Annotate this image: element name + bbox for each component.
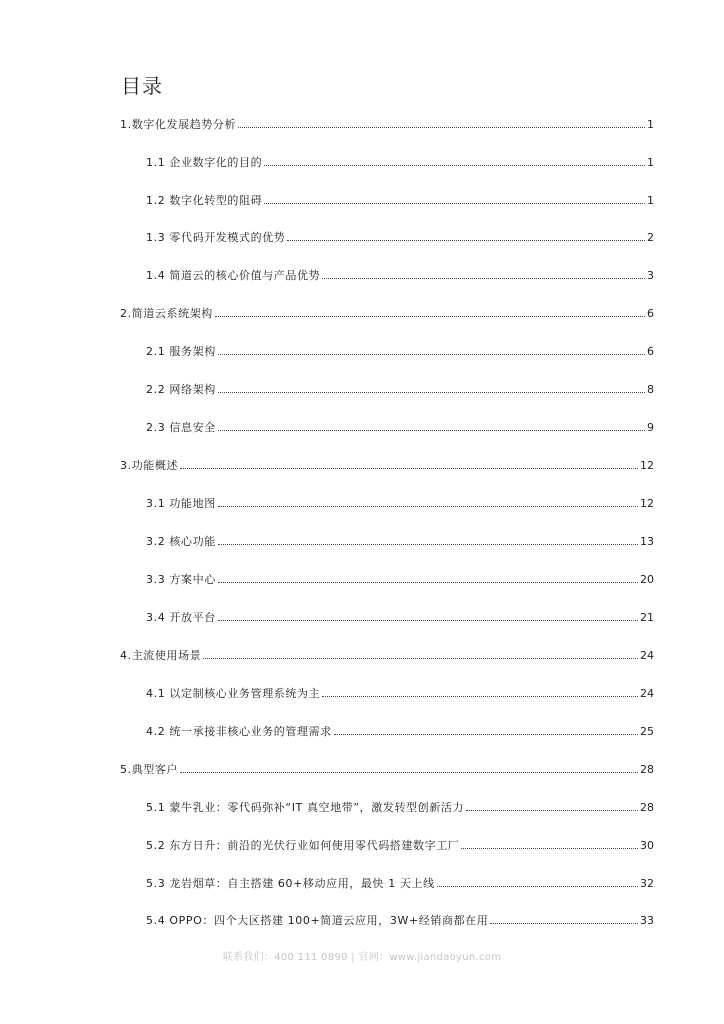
toc-subentry[interactable] [146,194,654,208]
toc-entry-label: 2.1 服务架构 [146,345,216,358]
toc-entry-label: 5.1 蒙牛乳业：零代码弥补“IT 真空地带”，激发转型创新活力 [146,801,465,814]
toc-entry-label: 1.4 简道云的核心价值与产品优势 [146,269,321,282]
toc-entry-label: 3.4 开放平台 [146,611,216,624]
toc-entry-label: 1.3 零代码开发模式的优势 [146,231,286,244]
toc-dot-leader [218,353,645,355]
toc-entry-label: 5.典型客户 [120,763,179,776]
toc-entry-label: 2.3 信息安全 [146,421,216,434]
toc-entry[interactable] [120,763,654,777]
toc-page-number: 30 [640,839,654,852]
toc-subentry[interactable] [146,383,654,397]
toc-page-number: 12 [640,459,654,472]
toc-subentry[interactable] [146,611,654,625]
toc-entry-label: 2.简道云系统架构 [120,307,213,320]
toc-page-number: 2 [647,231,654,244]
toc-page-number: 25 [640,725,654,738]
toc-dot-leader [218,543,638,545]
toc-dot-leader [215,315,645,317]
toc-page-number: 6 [647,307,654,320]
toc-entry[interactable] [120,307,654,321]
toc-dot-leader [334,733,638,735]
toc-dot-leader [218,429,645,431]
toc-entry-label: 5.2 东方日升：前沿的光伏行业如何使用零代码搭建数字工厂 [146,839,460,852]
toc-entry-label: 3.2 核心功能 [146,535,216,548]
toc-entry[interactable] [120,649,654,663]
toc-dot-leader [180,467,638,469]
toc-page-number: 1 [647,194,654,207]
toc-page-number: 28 [640,801,654,814]
toc-subentry[interactable] [146,497,654,511]
toc-dot-leader [466,809,638,811]
toc-dot-leader [287,239,645,241]
toc-entry-label: 1.1 企业数字化的目的 [146,156,263,169]
toc-page-number: 9 [647,421,654,434]
toc-entry[interactable] [120,118,654,132]
toc-dot-leader [322,695,638,697]
toc-subentry[interactable] [146,725,654,739]
toc-subentry[interactable] [146,914,654,928]
toc-subentry[interactable] [146,573,654,587]
toc-dot-leader [437,885,638,887]
toc-dot-leader [461,847,638,849]
toc-entry-label: 3.功能概述 [120,459,179,472]
toc-entry-label: 3.3 方案中心 [146,573,216,586]
toc-entry[interactable] [120,459,654,473]
toc-subentry[interactable] [146,269,654,283]
toc-page-number: 1 [647,156,654,169]
toc-subentry[interactable] [146,877,654,891]
toc-subentry[interactable] [146,839,654,853]
toc-subentry[interactable] [146,535,654,549]
toc-entry-label: 2.2 网络架构 [146,383,216,396]
toc-dot-leader [238,126,645,128]
toc-page-number: 24 [640,687,654,700]
toc-dot-leader [218,619,638,621]
toc-page-number: 28 [640,763,654,776]
toc-dot-leader [264,164,645,166]
toc-entry-label: 4.1 以定制核心业务管理系统为主 [146,687,321,700]
footer-watermark: 联系我们：400 111 0890 | 官网：www.jiandaoyun.com [222,952,502,963]
toc-dot-leader [322,277,645,279]
toc-dot-leader [264,202,645,204]
toc-entry-label: 4.2 统一承接非核心业务的管理需求 [146,725,332,738]
toc-page-number: 20 [640,573,654,586]
toc-dot-leader [203,657,638,659]
toc-page-number: 21 [640,611,654,624]
toc-dot-leader [490,922,638,924]
toc-subentry[interactable] [146,687,654,701]
toc-page-number: 24 [640,649,654,662]
toc-subentry[interactable] [146,156,654,170]
toc-page-number: 12 [640,497,654,510]
toc-dot-leader [218,391,645,393]
page-title: 目录 [121,74,163,98]
toc-entry-label: 5.4 OPPO：四个大区搭建 100+简道云应用，3W+经销商都在用 [146,914,489,927]
toc-page-number: 3 [647,269,654,282]
toc-page-number: 6 [647,345,654,358]
toc-page-number: 13 [640,535,654,548]
toc-dot-leader [218,581,638,583]
toc-entry-label: 5.3 龙岩烟草：自主搭建 60+移动应用，最快 1 天上线 [146,877,435,890]
toc-dot-leader [218,505,638,507]
toc-page-number: 33 [640,914,654,927]
toc-subentry[interactable] [146,345,654,359]
toc-entry-label: 4.主流使用场景 [120,649,202,662]
toc-page-number: 1 [647,118,654,131]
toc-entry-label: 1.数字化发展趋势分析 [120,118,237,131]
toc-page-number: 32 [640,877,654,890]
toc-subentry[interactable] [146,801,654,815]
toc-subentry[interactable] [146,421,654,435]
toc-page-number: 8 [647,383,654,396]
toc-dot-leader [180,771,638,773]
toc-subentry[interactable] [146,231,654,245]
toc-entry-label: 3.1 功能地图 [146,497,216,510]
toc-entry-label: 1.2 数字化转型的阻碍 [146,194,263,207]
